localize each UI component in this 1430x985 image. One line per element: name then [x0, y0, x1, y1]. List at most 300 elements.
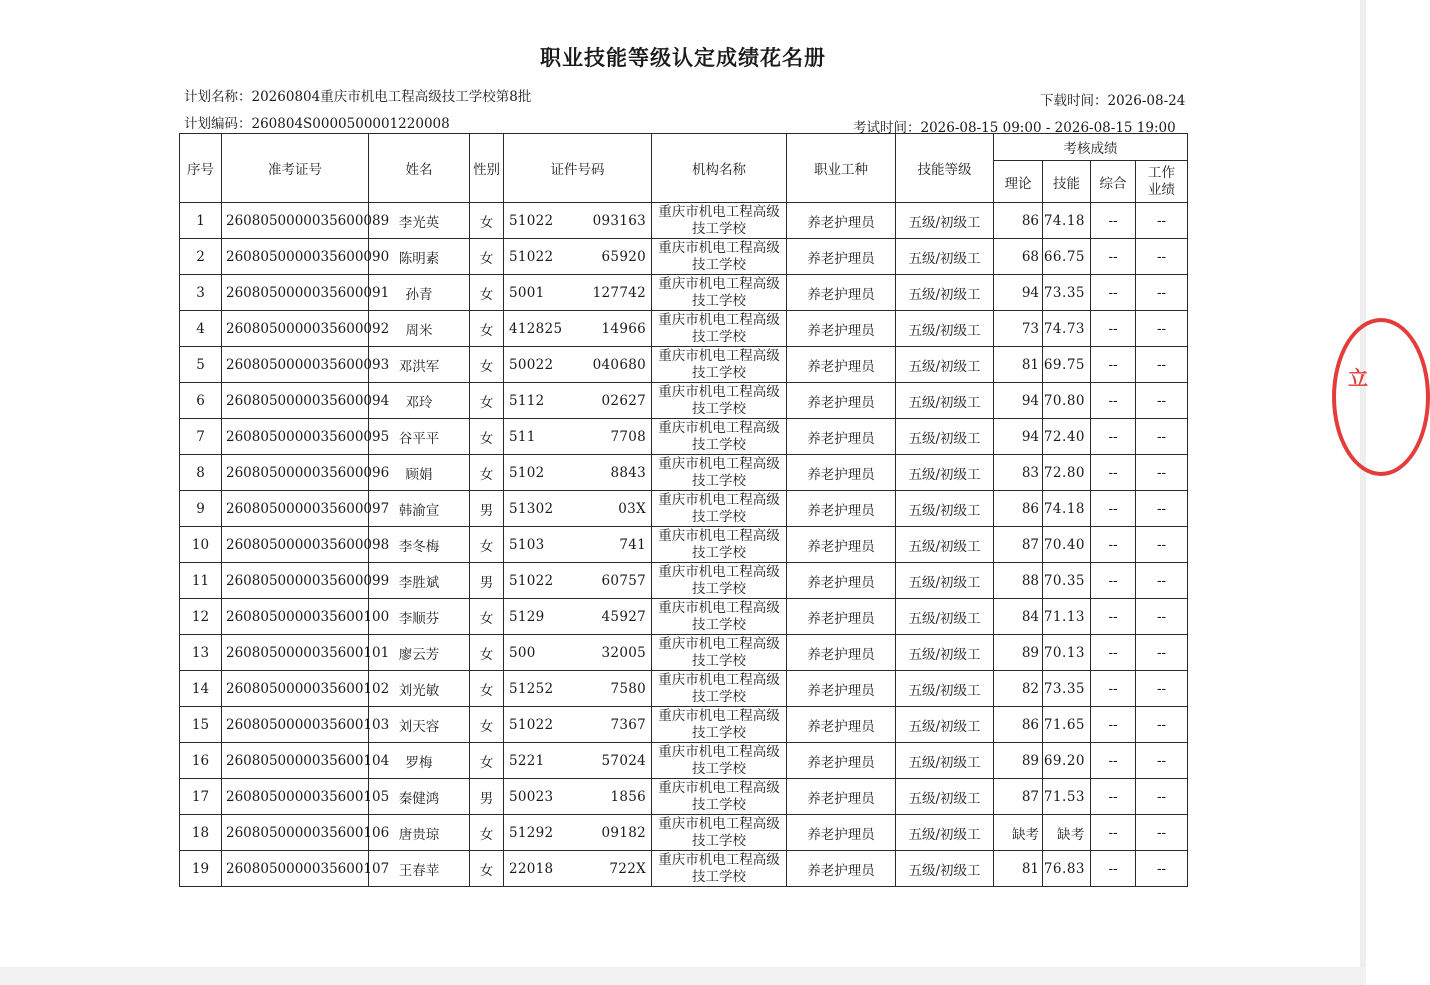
- header-id-number: 证件号码: [504, 134, 652, 203]
- cell-ticket: 2608050000035600102: [222, 671, 369, 707]
- table-row: [180, 455, 1188, 491]
- cell-institution: 重庆市机电工程高级技工学校: [652, 851, 787, 887]
- table-row: [180, 743, 1188, 779]
- cell-skill-level: 五级/初级工: [896, 239, 994, 275]
- cell-skill: 71.13: [1043, 599, 1091, 635]
- cell-skill-level: 五级/初级工: [896, 671, 994, 707]
- cell-institution: 重庆市机电工程高级技工学校: [652, 419, 787, 455]
- cell-name: 李顺芬: [369, 599, 470, 635]
- cell-skill: 72.80: [1043, 455, 1091, 491]
- cell-skill-level: 五级/初级工: [896, 347, 994, 383]
- cell-work-performance: --: [1136, 311, 1188, 347]
- cell-seq: 14: [180, 671, 222, 707]
- id-number-suffix: 60757: [601, 572, 646, 589]
- cell-occupation: 养老护理员: [787, 599, 896, 635]
- table-row: [180, 815, 1188, 851]
- id-number-prefix: 5102: [509, 464, 545, 481]
- cell-comprehensive: --: [1091, 563, 1136, 599]
- cell-id-number: [504, 275, 652, 311]
- cell-name: 谷平平: [369, 419, 470, 455]
- cell-name: 陈明素: [369, 239, 470, 275]
- cell-theory: 84: [994, 599, 1043, 635]
- seal-text: 立: [1348, 366, 1368, 390]
- table-row: [180, 275, 1188, 311]
- cell-occupation: 养老护理员: [787, 491, 896, 527]
- cell-skill: 70.35: [1043, 563, 1091, 599]
- table-row: [180, 851, 1188, 887]
- table-row: [180, 563, 1188, 599]
- cell-comprehensive: --: [1091, 635, 1136, 671]
- cell-occupation: 养老护理员: [787, 527, 896, 563]
- cell-id-number: [504, 851, 652, 887]
- cell-comprehensive: --: [1091, 239, 1136, 275]
- cell-skill-level: 五级/初级工: [896, 455, 994, 491]
- cell-id-number: [504, 455, 652, 491]
- cell-name: 李光英: [369, 203, 470, 239]
- cell-theory: 87: [994, 527, 1043, 563]
- cell-occupation: 养老护理员: [787, 851, 896, 887]
- cell-name: 邓玲: [369, 383, 470, 419]
- cell-occupation: 养老护理员: [787, 347, 896, 383]
- cell-seq: 8: [180, 455, 222, 491]
- cell-institution: 重庆市机电工程高级技工学校: [652, 455, 787, 491]
- cell-gender: 女: [470, 527, 504, 563]
- cell-theory: 81: [994, 347, 1043, 383]
- cell-id-number: [504, 239, 652, 275]
- cell-theory: 82: [994, 671, 1043, 707]
- plan-code-label: 计划编码：: [184, 116, 252, 132]
- table-row: [180, 239, 1188, 275]
- cell-seq: 5: [180, 347, 222, 383]
- cell-seq: 9: [180, 491, 222, 527]
- cell-name: 唐贵琼: [369, 815, 470, 851]
- cell-gender: 男: [470, 491, 504, 527]
- cell-ticket: 2608050000035600103: [222, 707, 369, 743]
- header-gender: 性别: [470, 134, 504, 203]
- cell-ticket: 2608050000035600089: [222, 203, 369, 239]
- cell-gender: 女: [470, 671, 504, 707]
- cell-comprehensive: --: [1091, 419, 1136, 455]
- id-number-suffix: 093163: [592, 212, 646, 229]
- cell-skill: 70.13: [1043, 635, 1091, 671]
- cell-seq: 12: [180, 599, 222, 635]
- header-occupation: 职业工种: [787, 134, 896, 203]
- cell-theory: 94: [994, 383, 1043, 419]
- id-number-prefix: 51292: [509, 824, 554, 841]
- cell-work-performance: --: [1136, 527, 1188, 563]
- cell-ticket: 2608050000035600101: [222, 635, 369, 671]
- id-number-prefix: 51022: [509, 716, 554, 733]
- cell-theory: 缺考: [994, 815, 1043, 851]
- cell-skill-level: 五级/初级工: [896, 707, 994, 743]
- cell-name: 廖云芳: [369, 635, 470, 671]
- cell-gender: 女: [470, 707, 504, 743]
- cell-comprehensive: --: [1091, 455, 1136, 491]
- cell-skill: 74.18: [1043, 491, 1091, 527]
- cell-theory: 94: [994, 275, 1043, 311]
- cell-skill: 69.75: [1043, 347, 1091, 383]
- cell-institution: 重庆市机电工程高级技工学校: [652, 491, 787, 527]
- cell-skill: 66.75: [1043, 239, 1091, 275]
- cell-seq: 10: [180, 527, 222, 563]
- cell-name: 邓洪军: [369, 347, 470, 383]
- table-row: [180, 635, 1188, 671]
- cell-id-number: [504, 203, 652, 239]
- id-number-suffix: 14966: [601, 320, 646, 337]
- id-number-suffix: 65920: [601, 248, 646, 265]
- cell-id-number: [504, 743, 652, 779]
- cell-comprehensive: --: [1091, 779, 1136, 815]
- download-time-value: 2026-08-24: [1107, 93, 1186, 109]
- cell-comprehensive: --: [1091, 383, 1136, 419]
- cell-id-number: [504, 671, 652, 707]
- cell-skill: 71.65: [1043, 707, 1091, 743]
- plan-code-value: 260804S0000500001220008: [251, 116, 450, 132]
- id-number-suffix: 8843: [610, 464, 646, 481]
- cell-work-performance: --: [1136, 743, 1188, 779]
- cell-gender: 女: [470, 203, 504, 239]
- cell-skill-level: 五级/初级工: [896, 491, 994, 527]
- id-number-suffix: 02627: [601, 392, 646, 409]
- cell-skill-level: 五级/初级工: [896, 311, 994, 347]
- id-number-prefix: 50022: [509, 356, 554, 373]
- id-number-prefix: 5103: [509, 536, 545, 553]
- cell-ticket: 2608050000035600097: [222, 491, 369, 527]
- cell-seq: 17: [180, 779, 222, 815]
- cell-skill-level: 五级/初级工: [896, 635, 994, 671]
- exam-time-label: 考试时间：: [853, 120, 921, 136]
- id-number-prefix: 51022: [509, 572, 554, 589]
- cell-work-performance: --: [1136, 779, 1188, 815]
- cell-skill-level: 五级/初级工: [896, 383, 994, 419]
- cell-occupation: 养老护理员: [787, 239, 896, 275]
- cell-skill: 72.40: [1043, 419, 1091, 455]
- cell-theory: 88: [994, 563, 1043, 599]
- header-name: 姓名: [369, 134, 470, 203]
- cell-ticket: 2608050000035600093: [222, 347, 369, 383]
- cell-skill: 69.20: [1043, 743, 1091, 779]
- header-skill: 技能: [1043, 161, 1091, 203]
- cell-theory: 86: [994, 707, 1043, 743]
- cell-skill: 缺考: [1043, 815, 1091, 851]
- cell-ticket: 2608050000035600099: [222, 563, 369, 599]
- cell-work-performance: --: [1136, 563, 1188, 599]
- cell-occupation: 养老护理员: [787, 671, 896, 707]
- table-row: [180, 599, 1188, 635]
- cell-theory: 73: [994, 311, 1043, 347]
- cell-institution: 重庆市机电工程高级技工学校: [652, 779, 787, 815]
- id-number-suffix: 03X: [618, 500, 646, 517]
- plan-name-label: 计划名称：: [184, 89, 252, 105]
- cell-ticket: 2608050000035600091: [222, 275, 369, 311]
- id-number-suffix: 7580: [610, 680, 646, 697]
- table-row: [180, 347, 1188, 383]
- id-number-prefix: 22018: [509, 860, 554, 877]
- cell-skill-level: 五级/初级工: [896, 743, 994, 779]
- cell-gender: 女: [470, 347, 504, 383]
- cell-skill-level: 五级/初级工: [896, 599, 994, 635]
- cell-gender: 女: [470, 239, 504, 275]
- id-number-prefix: 5001: [509, 284, 545, 301]
- cell-comprehensive: --: [1091, 527, 1136, 563]
- table-row: [180, 491, 1188, 527]
- page-edge-shadow: [1360, 0, 1366, 985]
- cell-gender: 女: [470, 743, 504, 779]
- cell-comprehensive: --: [1091, 671, 1136, 707]
- cell-seq: 2: [180, 239, 222, 275]
- id-number-suffix: 1856: [610, 788, 646, 805]
- cell-work-performance: --: [1136, 203, 1188, 239]
- cell-seq: 15: [180, 707, 222, 743]
- cell-comprehensive: --: [1091, 491, 1136, 527]
- cell-gender: 男: [470, 563, 504, 599]
- id-number-prefix: 5129: [509, 608, 545, 625]
- cell-occupation: 养老护理员: [787, 743, 896, 779]
- cell-theory: 87: [994, 779, 1043, 815]
- cell-seq: 1: [180, 203, 222, 239]
- plan-name: [184, 85, 531, 105]
- cell-gender: 女: [470, 419, 504, 455]
- id-number-prefix: 50023: [509, 788, 554, 805]
- cell-skill: 74.73: [1043, 311, 1091, 347]
- header-seq: 序号: [180, 134, 222, 203]
- cell-institution: 重庆市机电工程高级技工学校: [652, 563, 787, 599]
- cell-name: 周米: [369, 311, 470, 347]
- cell-theory: 94: [994, 419, 1043, 455]
- cell-seq: 3: [180, 275, 222, 311]
- cell-comprehensive: --: [1091, 851, 1136, 887]
- cell-institution: 重庆市机电工程高级技工学校: [652, 383, 787, 419]
- id-number-suffix: 127742: [592, 284, 646, 301]
- cell-skill: 71.53: [1043, 779, 1091, 815]
- cell-work-performance: --: [1136, 707, 1188, 743]
- download-time-label: 下载时间：: [1040, 93, 1108, 109]
- cell-occupation: 养老护理员: [787, 635, 896, 671]
- cell-name: 刘光敏: [369, 671, 470, 707]
- id-number-prefix: 51302: [509, 500, 554, 517]
- document-title: 职业技能等级认定成绩花名册: [540, 45, 826, 70]
- cell-theory: 89: [994, 635, 1043, 671]
- cell-work-performance: --: [1136, 383, 1188, 419]
- cell-id-number: [504, 347, 652, 383]
- cell-comprehensive: --: [1091, 203, 1136, 239]
- cell-work-performance: --: [1136, 671, 1188, 707]
- cell-occupation: 养老护理员: [787, 275, 896, 311]
- cell-skill-level: 五级/初级工: [896, 527, 994, 563]
- cell-occupation: 养老护理员: [787, 203, 896, 239]
- header-skill-level: 技能等级: [896, 134, 994, 203]
- cell-skill: 76.83: [1043, 851, 1091, 887]
- cell-occupation: 养老护理员: [787, 419, 896, 455]
- id-number-suffix: 45927: [601, 608, 646, 625]
- cell-id-number: [504, 815, 652, 851]
- cell-id-number: [504, 527, 652, 563]
- cell-skill-level: 五级/初级工: [896, 851, 994, 887]
- cell-comprehensive: --: [1091, 275, 1136, 311]
- cell-name: 李胜斌: [369, 563, 470, 599]
- cell-work-performance: --: [1136, 851, 1188, 887]
- header-theory: 理论: [994, 161, 1043, 203]
- cell-work-performance: --: [1136, 239, 1188, 275]
- cell-work-performance: --: [1136, 815, 1188, 851]
- cell-seq: 18: [180, 815, 222, 851]
- cell-institution: 重庆市机电工程高级技工学校: [652, 815, 787, 851]
- id-number-suffix: 7367: [610, 716, 646, 733]
- cell-institution: 重庆市机电工程高级技工学校: [652, 635, 787, 671]
- cell-ticket: 2608050000035600104: [222, 743, 369, 779]
- cell-skill: 74.18: [1043, 203, 1091, 239]
- cell-id-number: [504, 599, 652, 635]
- cell-comprehensive: --: [1091, 707, 1136, 743]
- cell-skill: 73.35: [1043, 275, 1091, 311]
- cell-occupation: 养老护理员: [787, 311, 896, 347]
- cell-institution: 重庆市机电工程高级技工学校: [652, 347, 787, 383]
- official-seal: [1332, 318, 1430, 476]
- cell-gender: 女: [470, 275, 504, 311]
- cell-skill-level: 五级/初级工: [896, 815, 994, 851]
- cell-theory: 83: [994, 455, 1043, 491]
- cell-name: 刘天容: [369, 707, 470, 743]
- cell-id-number: [504, 311, 652, 347]
- id-number-prefix: 5221: [509, 752, 545, 769]
- table-row: [180, 203, 1188, 239]
- cell-id-number: [504, 383, 652, 419]
- cell-theory: 86: [994, 491, 1043, 527]
- cell-gender: 男: [470, 779, 504, 815]
- id-number-suffix: 09182: [601, 824, 646, 841]
- cell-theory: 81: [994, 851, 1043, 887]
- cell-skill: 73.35: [1043, 671, 1091, 707]
- table-row: [180, 419, 1188, 455]
- cell-ticket: 2608050000035600096: [222, 455, 369, 491]
- cell-seq: 7: [180, 419, 222, 455]
- cell-name: 罗梅: [369, 743, 470, 779]
- cell-institution: 重庆市机电工程高级技工学校: [652, 239, 787, 275]
- cell-ticket: 2608050000035600106: [222, 815, 369, 851]
- cell-ticket: 2608050000035600100: [222, 599, 369, 635]
- cell-ticket: 2608050000035600095: [222, 419, 369, 455]
- cell-seq: 16: [180, 743, 222, 779]
- cell-occupation: 养老护理员: [787, 779, 896, 815]
- cell-id-number: [504, 563, 652, 599]
- cell-ticket: 2608050000035600092: [222, 311, 369, 347]
- cell-occupation: 养老护理员: [787, 563, 896, 599]
- id-number-prefix: 51022: [509, 248, 554, 265]
- cell-occupation: 养老护理员: [787, 455, 896, 491]
- page-bottom-shadow: [0, 967, 1366, 985]
- cell-comprehensive: --: [1091, 743, 1136, 779]
- cell-name: 王春苹: [369, 851, 470, 887]
- cell-skill-level: 五级/初级工: [896, 563, 994, 599]
- table-row: [180, 383, 1188, 419]
- cell-skill-level: 五级/初级工: [896, 779, 994, 815]
- id-number-suffix: 7708: [610, 428, 646, 445]
- plan-code: [184, 112, 450, 132]
- cell-institution: 重庆市机电工程高级技工学校: [652, 599, 787, 635]
- header-scores-group: 考核成绩: [994, 134, 1188, 161]
- id-number-prefix: 511: [509, 428, 536, 445]
- cell-occupation: 养老护理员: [787, 383, 896, 419]
- exam-time-value: 2026-08-15 09:00 - 2026-08-15 19:00: [920, 120, 1176, 136]
- cell-institution: 重庆市机电工程高级技工学校: [652, 743, 787, 779]
- id-number-prefix: 51252: [509, 680, 554, 697]
- cell-ticket: 2608050000035600090: [222, 239, 369, 275]
- table-row: [180, 779, 1188, 815]
- cell-work-performance: --: [1136, 455, 1188, 491]
- cell-skill: 70.80: [1043, 383, 1091, 419]
- score-roster-table: [179, 133, 1188, 887]
- table-row: [180, 671, 1188, 707]
- id-number-suffix: 57024: [601, 752, 646, 769]
- cell-ticket: 2608050000035600098: [222, 527, 369, 563]
- cell-ticket: 2608050000035600107: [222, 851, 369, 887]
- cell-name: 顾娟: [369, 455, 470, 491]
- cell-name: 李冬梅: [369, 527, 470, 563]
- cell-theory: 89: [994, 743, 1043, 779]
- id-number-prefix: 51022: [509, 212, 554, 229]
- cell-work-performance: --: [1136, 275, 1188, 311]
- cell-name: 韩渝宣: [369, 491, 470, 527]
- cell-skill-level: 五级/初级工: [896, 419, 994, 455]
- cell-occupation: 养老护理员: [787, 815, 896, 851]
- cell-gender: 女: [470, 311, 504, 347]
- cell-gender: 女: [470, 815, 504, 851]
- cell-id-number: [504, 491, 652, 527]
- cell-skill: 70.40: [1043, 527, 1091, 563]
- download-time: [1040, 89, 1185, 109]
- id-number-suffix: 040680: [592, 356, 646, 373]
- cell-seq: 4: [180, 311, 222, 347]
- header-work-performance: 工作业绩: [1136, 161, 1188, 203]
- cell-work-performance: --: [1136, 491, 1188, 527]
- id-number-prefix: 5112: [509, 392, 545, 409]
- cell-ticket: 2608050000035600105: [222, 779, 369, 815]
- cell-comprehensive: --: [1091, 347, 1136, 383]
- cell-id-number: [504, 419, 652, 455]
- cell-institution: 重庆市机电工程高级技工学校: [652, 275, 787, 311]
- cell-institution: 重庆市机电工程高级技工学校: [652, 527, 787, 563]
- table-row: [180, 311, 1188, 347]
- cell-name: 秦健鸿: [369, 779, 470, 815]
- cell-work-performance: --: [1136, 347, 1188, 383]
- cell-skill-level: 五级/初级工: [896, 275, 994, 311]
- cell-gender: 女: [470, 851, 504, 887]
- id-number-suffix: 722X: [609, 860, 646, 877]
- cell-comprehensive: --: [1091, 815, 1136, 851]
- cell-gender: 女: [470, 455, 504, 491]
- cell-seq: 6: [180, 383, 222, 419]
- cell-work-performance: --: [1136, 419, 1188, 455]
- id-number-prefix: 412825: [509, 320, 563, 337]
- cell-id-number: [504, 707, 652, 743]
- cell-gender: 女: [470, 383, 504, 419]
- cell-id-number: [504, 779, 652, 815]
- cell-institution: 重庆市机电工程高级技工学校: [652, 203, 787, 239]
- cell-institution: 重庆市机电工程高级技工学校: [652, 707, 787, 743]
- cell-theory: 86: [994, 203, 1043, 239]
- cell-theory: 68: [994, 239, 1043, 275]
- cell-comprehensive: --: [1091, 311, 1136, 347]
- id-number-prefix: 500: [509, 644, 536, 661]
- cell-seq: 13: [180, 635, 222, 671]
- cell-seq: 11: [180, 563, 222, 599]
- cell-gender: 女: [470, 635, 504, 671]
- cell-ticket: 2608050000035600094: [222, 383, 369, 419]
- id-number-suffix: 32005: [601, 644, 646, 661]
- plan-name-value: 20260804重庆市机电工程高级技工学校第8批: [251, 89, 532, 105]
- cell-comprehensive: --: [1091, 599, 1136, 635]
- id-number-suffix: 741: [619, 536, 646, 553]
